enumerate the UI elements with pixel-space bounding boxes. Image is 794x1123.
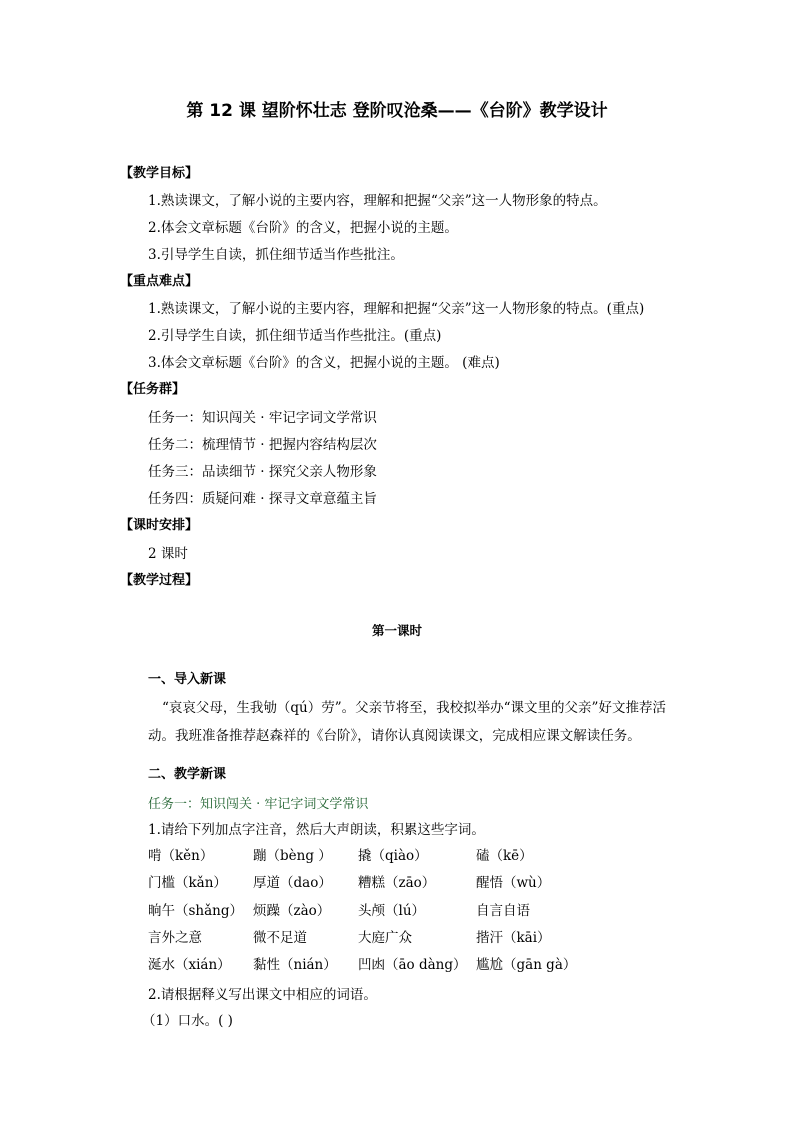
word-cell: 晌午（shǎng）	[148, 902, 244, 919]
word-row	[148, 899, 628, 926]
schedule-heading: 【课时安排】	[120, 518, 199, 533]
word-row	[148, 871, 628, 898]
word-cell: 尴尬（gān gà）	[476, 957, 577, 974]
objective-item-2: 2.体会文章标题《台阶》的含义，把握小说的主题。	[148, 220, 458, 236]
objective-item-3: 3.引导学生自读，抓住细节适当作些批注。	[148, 247, 404, 263]
keypoint-item-2: 2.引导学生自读，抓住细节适当作些批注。(重点)	[148, 328, 442, 344]
task1-label: 任务一：知识闯关 · 牢记字词文学常识	[148, 797, 369, 812]
question-2: 2.请根据释义写出课文中相应的词语。	[148, 987, 377, 1003]
schedule-value: 2 课时	[148, 546, 188, 562]
keypoint-item-1: 1.熟读课文，了解小说的主要内容，理解和把握“父亲”这一人物形象的特点。(重点)	[148, 301, 645, 317]
word-row	[148, 926, 628, 953]
task-item-3: 任务三：品读细节 · 探究父亲人物形象	[148, 464, 377, 480]
intro-heading: 一、导入新课	[148, 672, 227, 687]
word-cell: 自言自语	[476, 902, 530, 919]
task-item-4: 任务四：质疑问难 · 探寻文章意蕴主旨	[148, 491, 377, 507]
word-cell: 黏性（nián）	[253, 957, 337, 974]
objective-item-1: 1.熟读课文，了解小说的主要内容，理解和把握“父亲”这一人物形象的特点。	[148, 193, 607, 209]
new-lesson-heading: 二、教学新课	[148, 767, 227, 782]
word-cell: 微不足道	[253, 929, 307, 946]
word-cell: 头颅（lú）	[358, 902, 426, 919]
word-row	[148, 844, 628, 871]
word-cell: 烦躁（zào）	[253, 902, 331, 919]
task-item-2: 任务二：梳理情节 · 把握内容结构层次	[148, 437, 377, 453]
process-heading: 【教学过程】	[120, 573, 199, 588]
word-cell: 糟糕（zāo）	[358, 875, 436, 892]
objectives-heading: 【教学目标】	[120, 166, 199, 181]
intro-text: “哀哀父母，生我劬（qú）劳”。父亲节将至，我校拟举办“课文里的父亲”好文推荐活动。我班准备推荐赵森祥的《台阶》，请你认真阅读课文，完成相应课文解读任务。	[148, 700, 666, 744]
question-2-item-1: （1）口水。( )	[142, 1013, 233, 1029]
word-cell: 啃（kěn）	[148, 848, 214, 864]
word-cell: 大庭广众	[358, 929, 412, 946]
word-cell: 醒悟（wù）	[476, 875, 551, 892]
word-cell: 厚道（dao）	[253, 875, 332, 892]
word-grid	[148, 844, 628, 980]
tasks-heading: 【任务群】	[120, 382, 186, 397]
keypoints-heading: 【重点难点】	[120, 274, 199, 289]
page-title: 第 12 课 望阶怀壮志 登阶叹沧桑——《台阶》教学设计	[186, 101, 608, 121]
lesson1-heading: 第一课时	[371, 623, 422, 638]
task-item-1: 任务一：知识闯关 · 牢记字词文学常识	[148, 410, 377, 426]
word-row	[148, 953, 628, 980]
word-cell: 言外之意	[148, 929, 202, 946]
word-cell: 门槛（kǎn）	[148, 875, 227, 892]
word-cell: 撬（qiào）	[358, 848, 428, 864]
word-cell: 凹凼（āo dàng）	[358, 957, 467, 974]
keypoint-item-3: 3.体会文章标题《台阶》的含义，把握小说的主题。 (难点)	[148, 355, 500, 371]
word-cell: 蹦（bèng ）	[253, 848, 332, 864]
word-cell: 揩汗（kāi）	[476, 929, 551, 946]
word-cell: 磕（kē）	[476, 848, 533, 864]
question-1: 1.请给下列加点字注音，然后大声朗读，积累这些字词。	[148, 822, 485, 838]
word-cell: 涎水（xián）	[148, 957, 231, 974]
